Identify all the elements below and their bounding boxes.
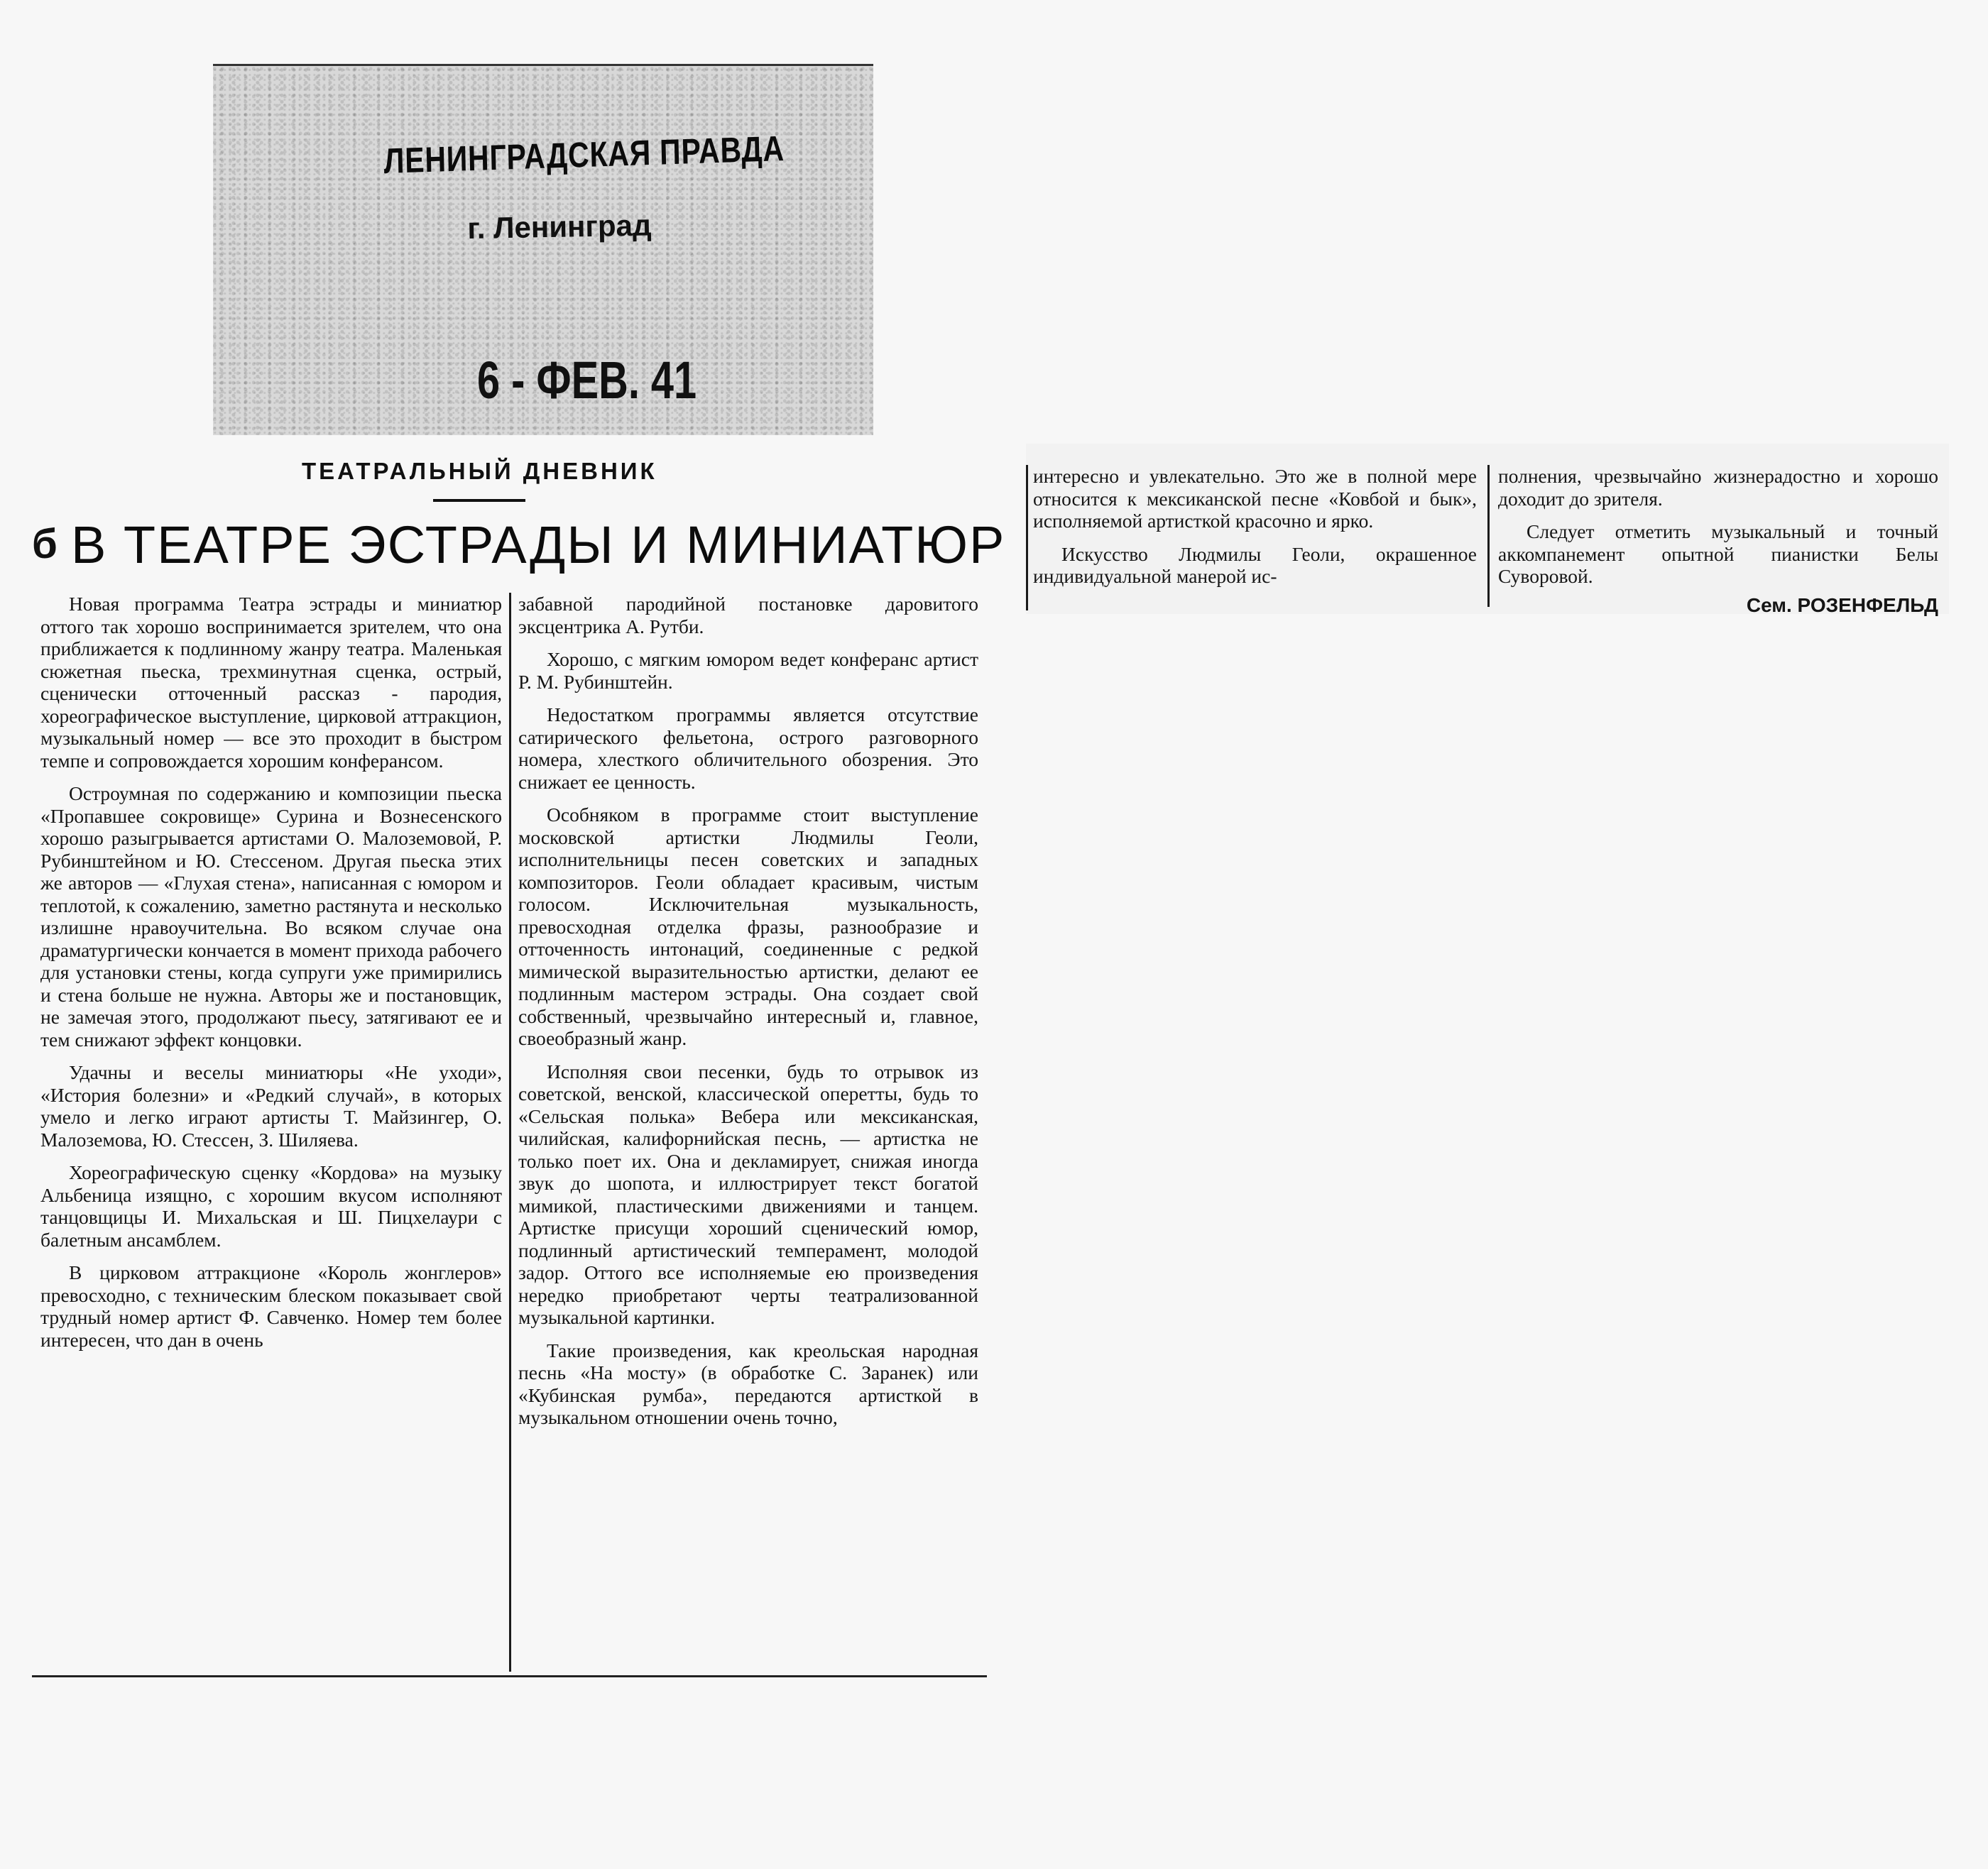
column-divider (1487, 465, 1490, 607)
paragraph: Удачны и веселы миниатюры «Не уходи», «История болезни» и «Редкий случай», в которых умело и легко играют артисты Т. Майзингер, О. Малоземова, Ю. Стессен, З. Шиляева. (40, 1061, 502, 1151)
paragraph: интересно и увлекательно. Это же в полной мере относится к мексиканской песне «Ковбой и бык», исполняемой артисткой красочно и ярко. (1033, 465, 1477, 532)
paragraph: Такие произведения, как креольская народная песнь «На мосту» (в обработке С. Заранек) или «Кубинская румба», передаются артисткой в музыкальном отношении очень точно, (518, 1339, 978, 1428)
paragraph: Особняком в программе стоит выступление московской артистки Людмилы Геоли, исполнительницы песен советских и западных композиторов. Геоли обладает красивым, чистым голосом. Исключительная музыкальность, превосходная отделка фразы, разнообразие и отточенность интонаций, соединенные с редкой мимической выразительностью артистки, делают ее подлинным мастером эстрады. Она создает свой собственный, чрезвычайно интересный и, главное, своеобразный жанр. (518, 804, 978, 1049)
paragraph: Новая программа Театра эстрады и миниатюр оттого так хорошо воспринимается зрителем, что она приближается к подлинному жанру театра. Маленькая сюжетная пьеска, трехминутная сценка, острый, сценически отточенный рассказ - пародия, хореографическое выступление, цирковой аттракцион, музыкальный номер — все это проходит в быстром темпе и сопровождается хорошим конферансом. (40, 593, 502, 772)
corner-mark: б (32, 521, 58, 567)
paragraph: Хореографическую сценку «Кордова» на музыку Альбеница изящно, с хорошим вкусом исполняют танцовщицы И. Михальская и Ш. Пицхелаури с балетным ансамблем. (40, 1161, 502, 1251)
column-1 (40, 593, 502, 1361)
column-4 (1498, 465, 1938, 616)
paragraph: Хорошо, с мягким юмором ведет конферанс артист Р. М. Рубинштейн. (518, 648, 978, 693)
newspaper-clipping (32, 444, 1949, 1686)
author-signature: Сем. РОЗЕНФЕЛЬД (1746, 593, 1938, 616)
headline: В ТЕАТРЕ ЭСТРАДЫ И МИНИАТЮР (71, 515, 1006, 574)
paragraph: Следует отметить музыкальный и точный аккомпанемент опытной пианистки Белы Суворовой. (1498, 520, 1938, 587)
paragraph: полнения, чрезвычайно жизнерадостно и хорошо доходит до зрителя. (1498, 465, 1938, 510)
paragraph: Остроумная по содержанию и композиции пьеска «Пропавшее сокровище» Сурина и Вознесенского хорошо разыгрывается артистами О. Малоземовой, Р. Рубинштейном и Ю. Стессеном. Другая пьеска этих же авторов — «Глухая стена», написанная с юмором и теплотой, к сожалению, заметно растянута и несколько излишне нравоучительна. Во всяком случае она драматургически кончается в момент прихода рабочего для установки стены, когда супруги уже примирились и стена больше не нужна. Авторы же и постановщик, не замечая этого, продолжают пьесу, затягивают ее и тем снижают эффект концовки. (40, 782, 502, 1051)
rubric: ТЕАТРАЛЬНЫЙ ДНЕВНИК (302, 458, 657, 484)
paragraph: Недостатком программы является отсутствие сатирического фельетона, острого разговорного номера, хлесткого обличительного обозрения. Это снижает ее ценность. (518, 703, 978, 793)
column-3 (1033, 465, 1477, 598)
column-divider (509, 593, 511, 1672)
column-divider (1026, 465, 1028, 610)
clipping-continuation (1026, 444, 1949, 614)
clipping-main-part (32, 444, 1006, 1677)
newspaper-name: ЛЕНИНГРАДСКАЯ ПРАВДА (383, 128, 785, 181)
archive-stamp (213, 64, 873, 435)
paragraph: Исполняя свои песенки, будь то отрывок из советской, венской, классической оперетты, будь то «Сельская полька» Вебера или мексиканская, чилийская, калифорнийская песнь, — артистка не только поет их. Она и декламирует, снижая иногда звук до шопота, и иллюстрирует текст богатой мимикой, пластическими движениями и танцем. Артистке присущи хороший сценический юмор, подлинный артистический темперамент, молодой задор. Оттого все исполняемые ею произведения нередко приобретают черты театрализованной музыкальной картинки. (518, 1060, 978, 1328)
paragraph: В цирковом аттракционе «Король жонглеров» превосходно, с техническим блеском показывает свой трудный номер артист Ф. Савченко. Номер тем более интересен, что дан в очень (40, 1261, 502, 1351)
paragraph: Искусство Людмилы Геоли, окрашенное индивидуальной манерой ис- (1033, 542, 1477, 587)
rubric-underline (433, 499, 525, 502)
newspaper-city: г. Ленинград (467, 208, 652, 245)
column-2 (518, 593, 978, 1440)
paragraph: забавной пародийной постановке даровитого эксцентрика А. Рутби. (518, 593, 978, 637)
issue-date: 6 - ФЕВ. 41 (477, 351, 697, 410)
